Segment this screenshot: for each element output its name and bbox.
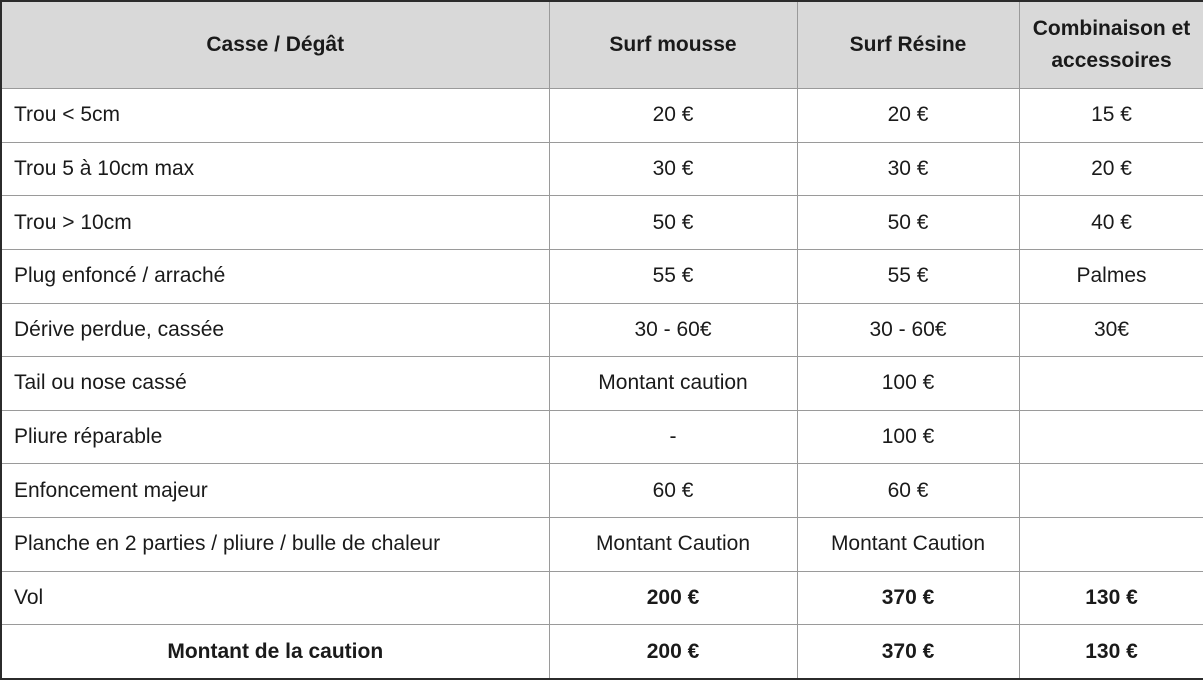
foam-price: 55 € [549,249,797,303]
table-row [1,303,1203,357]
accessories-price: 30€ [1019,303,1203,357]
accessories-price [1019,464,1203,518]
damage-label: Planche en 2 parties / pliure / bulle de chaleur [1,518,549,572]
foam-price: 60 € [549,464,797,518]
table-row [1,89,1203,143]
damage-label: Trou 5 à 10cm max [1,142,549,196]
header-foam-surf: Surf mousse [549,1,797,89]
table-row [1,196,1203,250]
table-row [1,249,1203,303]
damage-label: Plug enfoncé / arraché [1,249,549,303]
accessories-price [1019,410,1203,464]
damage-label: Pliure réparable [1,410,549,464]
header-resin-surf: Surf Résine [797,1,1019,89]
damage-label: Trou > 10cm [1,196,549,250]
accessories-price: Palmes [1019,249,1203,303]
resin-price: 100 € [797,357,1019,411]
header-wetsuit-accessories: Combinaison et accessoires [1019,1,1203,89]
foam-price: 50 € [549,196,797,250]
damage-label: Trou < 5cm [1,89,549,143]
resin-price: 20 € [797,89,1019,143]
accessories-price [1019,518,1203,572]
foam-price: 200 € [549,571,797,625]
table-row [1,357,1203,411]
table-row [1,464,1203,518]
accessories-price: 15 € [1019,89,1203,143]
accessories-price: 130 € [1019,571,1203,625]
foam-price: Montant Caution [549,518,797,572]
header-row [1,1,1203,89]
accessories-price: 20 € [1019,142,1203,196]
table-row-deposit-total [1,625,1203,679]
resin-price: 50 € [797,196,1019,250]
header-damage: Casse / Dégât [1,1,549,89]
accessories-price: 40 € [1019,196,1203,250]
accessories-price [1019,357,1203,411]
damage-label: Enfoncement majeur [1,464,549,518]
foam-price: 30 - 60€ [549,303,797,357]
damage-label: Dérive perdue, cassée [1,303,549,357]
table-row [1,410,1203,464]
foam-price: Montant caution [549,357,797,411]
resin-price: 30 - 60€ [797,303,1019,357]
resin-price: 60 € [797,464,1019,518]
table-row-theft [1,571,1203,625]
foam-price: 20 € [549,89,797,143]
resin-price: 370 € [797,571,1019,625]
table-row [1,518,1203,572]
foam-price: 30 € [549,142,797,196]
resin-price: 30 € [797,142,1019,196]
damage-label: Tail ou nose cassé [1,357,549,411]
damage-label: Vol [1,571,549,625]
foam-deposit: 200 € [549,625,797,679]
resin-price: 55 € [797,249,1019,303]
resin-price: Montant Caution [797,518,1019,572]
table-row [1,142,1203,196]
foam-price: - [549,410,797,464]
resin-price: 100 € [797,410,1019,464]
accessories-deposit: 130 € [1019,625,1203,679]
resin-deposit: 370 € [797,625,1019,679]
deposit-label: Montant de la caution [1,625,549,679]
